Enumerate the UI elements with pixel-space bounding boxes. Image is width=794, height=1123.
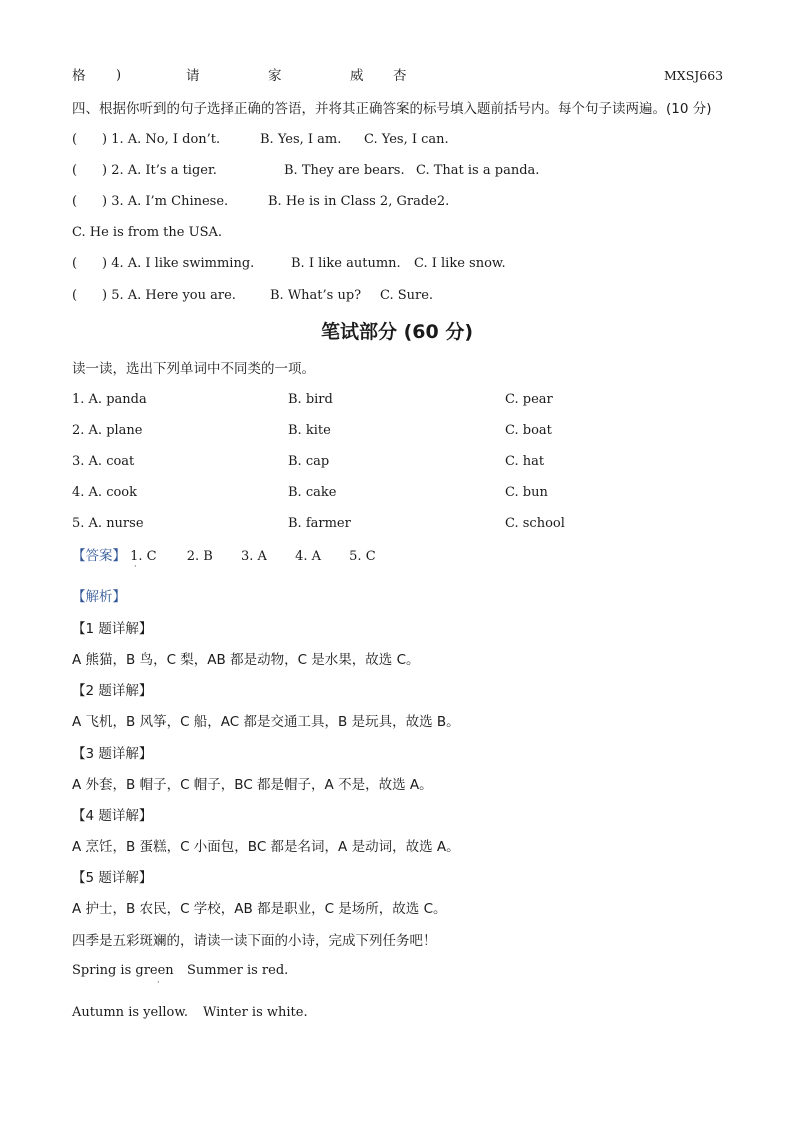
poem-autumn: Autumn is yellow. (72, 1005, 189, 1020)
vocab-option-c: C. bun (505, 485, 548, 500)
detail-text-5: A 护士，B 农民，C 学校，AB 都是职业，C 是场所，故选 C。 (72, 901, 447, 917)
header-char: 威 (350, 68, 364, 84)
vocab-option-a: 2. A. plane (72, 423, 143, 438)
answer-item: 2. B (186, 549, 213, 564)
vocab-option-a: 4. A. cook (72, 485, 137, 500)
header-char: 杏 (393, 68, 407, 84)
vocab-option-c: C. pear (505, 392, 553, 407)
header-char: 请 (186, 68, 200, 84)
written-instruction: 读一读，选出下列单词中不同类的一项。 (72, 361, 315, 377)
detail-label-3: 【3 题详解】 (72, 746, 153, 762)
vocab-option-b: B. kite (288, 423, 331, 438)
answer-item: 4. A (295, 549, 322, 564)
vocab-option-a: 3. A. coat (72, 454, 135, 469)
detail-text-2: A 飞机，B 风筝，C 船，AC 都是交通工具，B 是玩具，故选 B。 (72, 714, 460, 730)
poem-intro: 四季是五彩斑斓的，请读一读下面的小诗，完成下列任务吧！ (72, 933, 437, 949)
answer-bracket: ( (72, 256, 78, 271)
detail-text-3: A 外套，B 帽子，C 帽子，BC 都是帽子，A 不是，故选 A。 (72, 777, 433, 793)
option-c: C. That is a panda. (416, 163, 540, 178)
analysis-label: 【解析】 (72, 589, 126, 605)
listening-instruction: 四、根据你听到的句子选择正确的答语，并将其正确答案的标号填入题前括号内。每个句子读两遍。(10 分) (72, 101, 712, 117)
answer-bracket: ( (72, 288, 78, 303)
option-b: B. I like autumn. (291, 256, 401, 271)
option-a: ) 5. A. Here you are. (102, 288, 236, 303)
poem-line-1 (72, 962, 288, 980)
listening-item-3-option-c: C. He is from the USA. (72, 225, 222, 240)
section-title: 笔试部分 (60 分) (320, 321, 474, 343)
option-b: B. What’s up? (270, 288, 362, 303)
answer-row (72, 547, 400, 566)
detail-text-4: A 烹饪，B 蛋糕，C 小面包，BC 都是名词，A 是动词，故选 A。 (72, 839, 460, 855)
listening-item-3 (72, 193, 449, 211)
vocab-option-a: 1. A. panda (72, 392, 147, 407)
option-a: ) 2. A. It’s a tiger. (102, 163, 217, 178)
vocab-option-c: C. hat (505, 454, 545, 469)
header-char: 格 (72, 68, 86, 84)
vocab-option-b: B. bird (288, 392, 333, 407)
option-a: ) 1. A. No, I don’t. (102, 132, 221, 147)
answer-label: 【答案】 (72, 548, 126, 564)
answer-bracket: ( (72, 132, 78, 147)
listening-item-4 (72, 255, 506, 273)
answer-item: 3. A (241, 549, 267, 564)
header-char: 家 (268, 68, 282, 84)
option-c: C. Sure. (380, 288, 434, 303)
vocab-option-b: B. cap (288, 454, 330, 469)
poem-winter: Winter is white. (203, 1005, 308, 1020)
answer-bracket: ( (72, 163, 78, 178)
option-c: C. I like snow. (414, 256, 506, 271)
poem-spring: Spring is green (72, 963, 174, 978)
page-header (0, 67, 794, 85)
poem-summer: Summer is red. (187, 963, 289, 978)
option-b: B. He is in Class 2, Grade2. (268, 194, 450, 209)
option-c: C. Yes, I can. (364, 132, 449, 147)
answer-item: 5. C (349, 549, 376, 564)
vocab-option-b: B. farmer (288, 516, 351, 531)
option-a: ) 4. A. I like swimming. (102, 256, 255, 271)
vocab-option-c: C. boat (505, 423, 552, 438)
answer-item: 1. C (130, 549, 157, 564)
detail-label-2: 【2 题详解】 (72, 683, 153, 699)
detail-text-1: A 熊猫，B 鸟，C 梨，AB 都是动物，C 是水果，故选 C。 (72, 652, 420, 668)
listening-item-5 (72, 287, 433, 305)
document-code: MXSJ663 (664, 68, 724, 83)
vocab-option-b: B. cake (288, 485, 337, 500)
detail-label-1: 【1 题详解】 (72, 621, 153, 637)
option-b: B. Yes, I am. (260, 132, 342, 147)
vocab-option-c: C. school (505, 516, 565, 531)
listening-item-2 (72, 162, 539, 180)
option-b: B. They are bears. (284, 163, 405, 178)
footnote-dot: · (134, 562, 137, 571)
listening-item-1 (72, 131, 449, 149)
detail-label-5: 【5 题详解】 (72, 870, 153, 886)
answer-bracket: ( (72, 194, 78, 209)
option-a: ) 3. A. I’m Chinese. (102, 194, 229, 209)
header-char: ) (116, 68, 122, 83)
detail-label-4: 【4 题详解】 (72, 808, 153, 824)
vocab-option-a: 5. A. nurse (72, 516, 144, 531)
poem-line-2 (72, 1004, 308, 1022)
footnote-dot: · (157, 978, 160, 987)
